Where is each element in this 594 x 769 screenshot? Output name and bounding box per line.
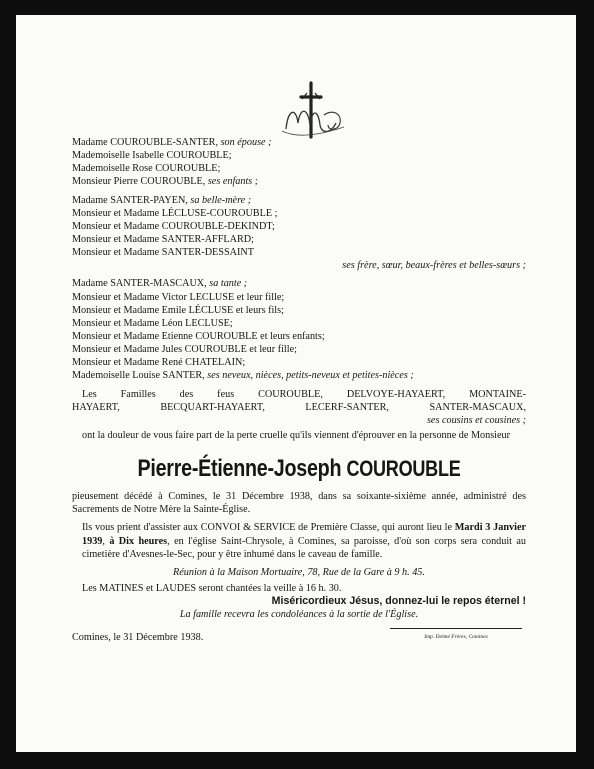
family-member-before: Monsieur et Madame Etienne — [72, 330, 196, 342]
family-member-line — [72, 233, 526, 246]
deceased-first-names: Pierre-Étienne-Joseph — [137, 455, 342, 483]
family-member-name: COUROUBLE-SANTER — [110, 137, 216, 148]
family-member-rel: sa tante ; — [209, 278, 248, 290]
family-member-before: Madame — [72, 194, 111, 206]
family-member-line — [72, 304, 526, 317]
cross-monogram-icon — [274, 79, 352, 141]
family-member-after: ; — [217, 163, 221, 175]
family-member-name: COUROUBLE — [166, 150, 229, 162]
family-member-rel: son épouse ; — [220, 137, 272, 148]
family-member-after: , — [204, 278, 210, 290]
family-member-name: SANTER-PAYEN — [110, 194, 186, 206]
family-member-name: CHATELAIN — [185, 357, 243, 369]
cross-monogram-emblem — [274, 79, 352, 141]
family-member-line — [72, 369, 526, 382]
family-member-before: Monsieur et Madame — [72, 233, 162, 245]
invitation — [72, 521, 526, 560]
families-line-1: Les Familles des feus COUROUBLE, DELVOYE-HAYAERT, MONTAINE- — [82, 388, 526, 400]
family-member-before: Monsieur et Madame Jules — [72, 344, 185, 356]
family-member-after: , — [185, 194, 191, 206]
family-member-line — [72, 175, 526, 188]
family-list — [72, 136, 526, 388]
family-member-line: ses frère, sœur, beaux-frères et belles-sœurs ; — [342, 260, 526, 272]
family-member-name: LECLUSE — [185, 317, 230, 329]
family-member-before: Monsieur Pierre — [72, 176, 141, 188]
family-member-line — [72, 246, 526, 259]
family-member-name: LÉCLUSE-COUROUBLE — [161, 207, 273, 219]
family-member-name: SANTER-AFFLARD — [161, 233, 252, 245]
family-member-rel: ses enfants ; — [207, 176, 259, 188]
family-member-name: COUROUBLE — [184, 344, 247, 356]
place-and-date: Comines, le 31 Décembre 1938. — [72, 631, 204, 643]
family-member-line — [72, 330, 526, 343]
family-member-before: Monsieur et Madame René — [72, 357, 186, 369]
family-member-before: Madame — [72, 278, 111, 290]
family-member-after: , — [202, 176, 208, 188]
family-member-name: LECLUSE — [189, 291, 235, 303]
deceased-name — [113, 452, 485, 486]
family-member-line — [72, 356, 526, 369]
footer — [72, 628, 526, 644]
family-member-line — [72, 291, 526, 304]
funeral-notice — [16, 15, 576, 752]
family-member-before: Mademoiselle Isabelle — [72, 150, 167, 162]
family-member-after: ; — [229, 317, 233, 329]
notice-body — [72, 136, 526, 644]
announcement: ont la douleur de vous faire part de la perte cruelle qu'ils viennent d'éprouver en la personne de Monsieur — [82, 429, 510, 441]
family-member-line — [72, 194, 526, 207]
families-relation: ses cousins et cousines ; — [426, 414, 526, 426]
family-member-line — [72, 136, 526, 149]
family-member-line — [72, 343, 526, 356]
deceased-surname: COUROUBLE — [346, 456, 461, 482]
invitation-part-2: , — [102, 535, 110, 547]
family-member-before: Monsieur et Madame Emile — [72, 304, 189, 316]
family-member-name: SANTER-MASCAUX — [110, 278, 205, 290]
family-member-line — [72, 207, 526, 220]
family-member-after: ; — [228, 150, 232, 162]
printer-imprint: Imp. Delmé Frères, Comines — [390, 628, 522, 644]
invitation-part-3: , en l'église Saint-Chrysole, à Comines, sa paroisse, d'où son corps sera conduit au cimetière d'Avesnes-le-Sec, pour y être inhumé dans le caveau de famille. — [82, 535, 527, 560]
family-member-after: , — [202, 370, 208, 382]
prayer: Miséricordieux Jésus, donnez-lui le repos éternel ! — [271, 595, 526, 608]
family-member-before: Monsieur et Madame — [72, 247, 162, 259]
family-member-after: ; — [242, 357, 246, 369]
family-member-before: Mademoiselle Rose — [72, 163, 156, 175]
invitation-time: à Dix heures — [109, 535, 168, 547]
family-member-before: Monsieur et Madame — [72, 207, 162, 219]
family-member-after: ; — [251, 233, 254, 245]
family-member-after: et leurs fils; — [233, 304, 284, 316]
invitation-part-1: Ils vous prient d'assister aux CONVOI & SERVICE de Première Classe, qui auront lieu le — [82, 522, 455, 534]
family-member-after: ; — [272, 207, 278, 219]
family-member-after: et leurs enfants; — [257, 330, 325, 342]
family-member-name: COUROUBLE-DEKINDT — [161, 220, 273, 232]
reunion-note: Réunion à la Maison Mortuaire, 78, Rue de la Gare à 9 h. 45. — [173, 566, 425, 578]
families-line-2: HAYAERT, BECQUART-HAYAERT, LECERF-SANTER, SANTER-MASCAUX, — [72, 401, 526, 413]
family-member-name: COUROUBLE — [195, 330, 258, 342]
family-member-rel: ses neveux, nièces, petits-neveux et petites-nièces ; — [207, 370, 414, 382]
condolences-note: La famille recevra les condoléances à la sortie de l'Église. — [179, 609, 419, 621]
family-member-name: COUROUBLE — [140, 176, 203, 188]
invitation-date: Mardi 3 Janvier 1939 — [82, 522, 526, 547]
family-member-line — [72, 220, 526, 233]
family-member-line — [72, 149, 526, 162]
family-member-name: SANTER — [162, 370, 203, 382]
death-statement: pieusement décédé à Comines, le 31 Décembre 1938, dans sa soixante-sixième année, administré des Sacrements de Notre Mère la Sainte-Église. — [72, 491, 526, 516]
family-member-name: SANTER-DESSAINT — [161, 247, 254, 259]
matines-note: Les MATINES et LAUDES seront chantées la veille à 16 h. 30. — [82, 583, 342, 595]
family-member-before: Monsieur et Madame — [72, 220, 162, 232]
family-member-rel: sa belle-mère ; — [190, 194, 252, 206]
family-member-line — [72, 162, 526, 175]
family-member-line — [72, 317, 526, 330]
family-member-before: Mademoiselle Louise — [72, 370, 163, 382]
family-member-before: Monsieur et Madame Victor — [72, 291, 190, 303]
family-member-after: , — [215, 137, 221, 148]
family-member-name: LÉCLUSE — [188, 304, 234, 316]
family-member-before: Monsieur et Madame Léon — [72, 317, 186, 329]
family-member-after: ; — [272, 220, 275, 232]
family-member-after: et leur fille; — [246, 344, 297, 356]
family-member-name: COUROUBLE — [155, 163, 218, 175]
family-member-after: et leur fille; — [234, 291, 285, 303]
family-member-line — [72, 277, 526, 290]
family-member-before: Madame — [72, 137, 111, 148]
